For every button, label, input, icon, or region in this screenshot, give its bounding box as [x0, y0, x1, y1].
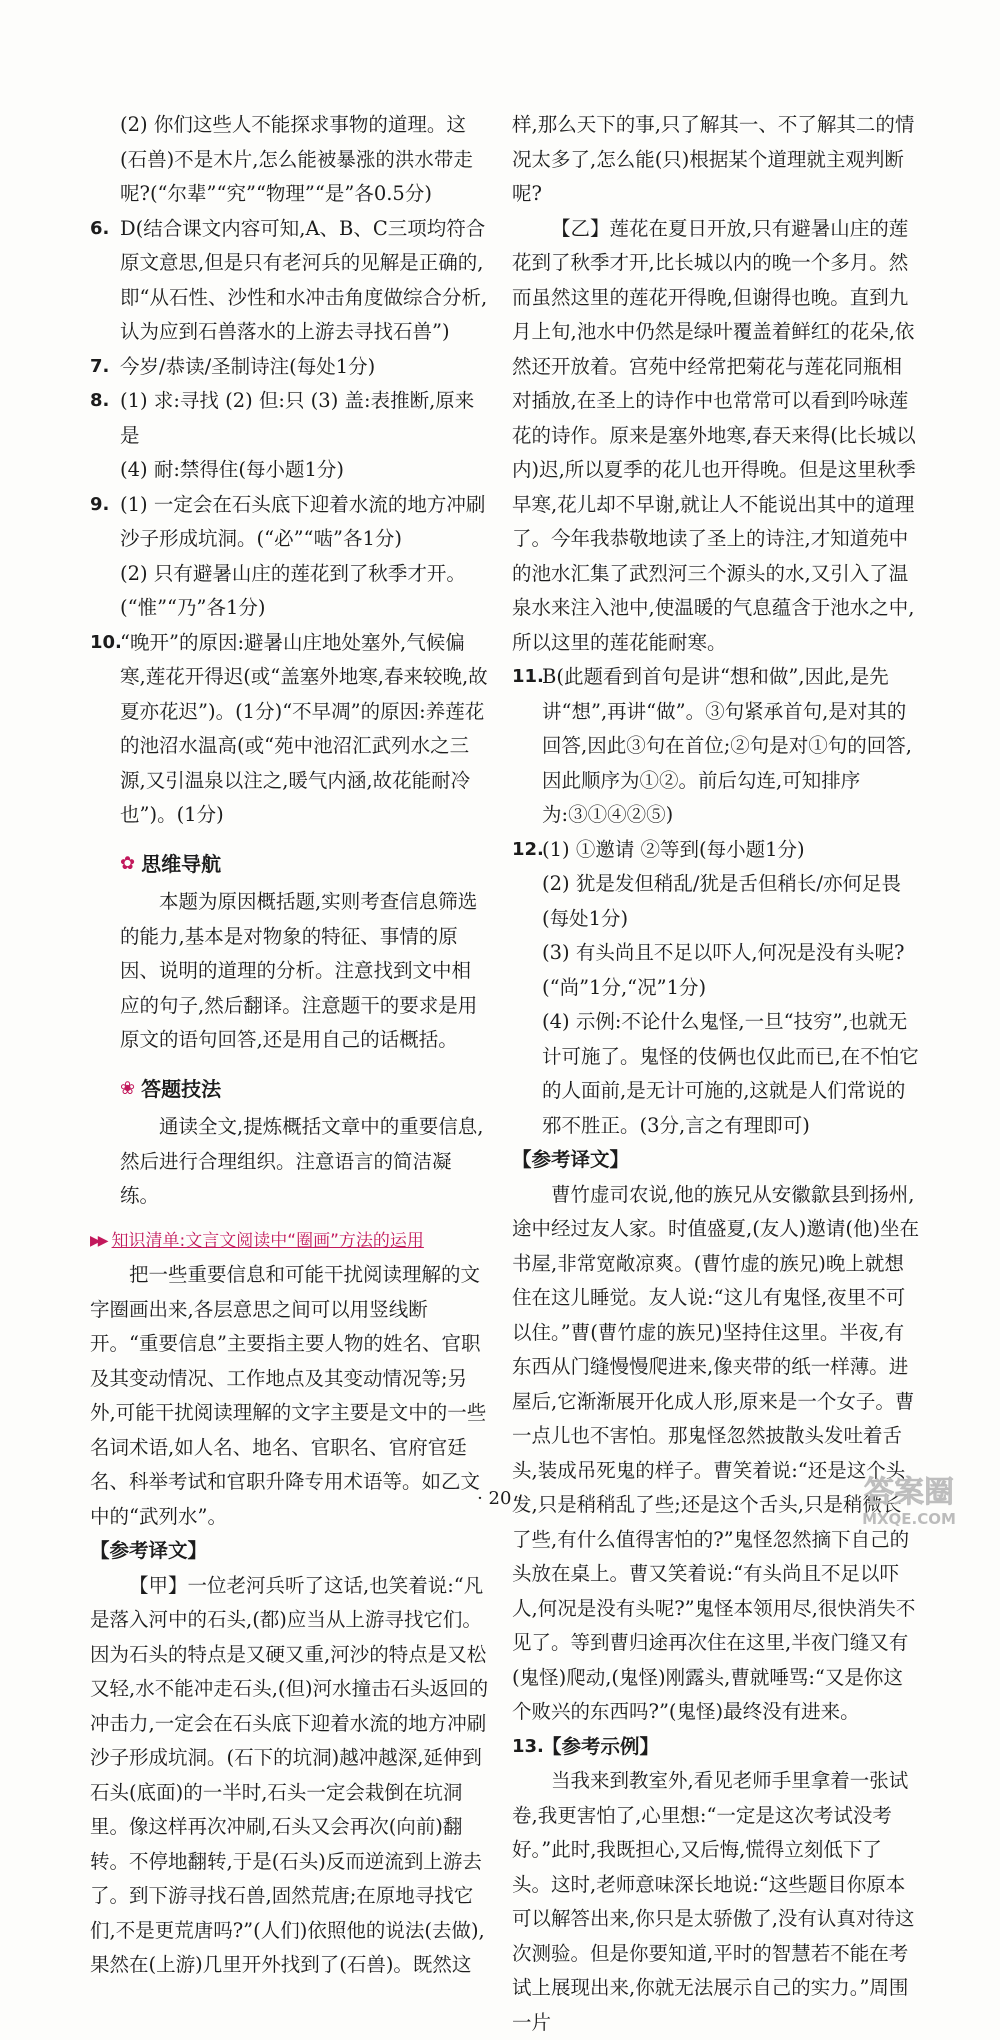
ref-translation-heading-2: 【参考译文】 — [512, 1148, 630, 1171]
thinking-header — [120, 847, 490, 882]
q6-item — [90, 212, 490, 350]
q6-number: 6. — [90, 217, 110, 239]
knowledge-title: 知识清单:文言文阅读中“圈画”方法的运用 — [111, 1230, 424, 1251]
q12-part3: (3) 有头尚且不足以吓人,何况是没有头呢?(“尚”1分,“况”1分) — [542, 941, 905, 999]
q10-number: 10. — [90, 631, 122, 653]
double-arrow-icon: ▶▶ — [90, 1232, 106, 1249]
q8-item — [90, 384, 490, 488]
q9-item — [90, 488, 490, 626]
q8-line1: (1) 求:寻找 (2) 但:只 (3) 盖:表推断,原来是 — [120, 389, 475, 447]
q9-part1: (1) 一定会在石头底下迎着水流的地方冲刷沙子形成坑洞。(“必”“啮”各1分) — [120, 492, 486, 550]
q13-number: 13. — [512, 1735, 544, 1757]
q7-number: 7. — [90, 355, 110, 377]
page-number: · 20 · — [477, 1488, 523, 1509]
gear-flower-icon: ❀ — [120, 1077, 136, 1099]
thinking-text: 本题为原因概括题,实则考查信息筛选的能力,基本是对物象的特征、事情的原因、说明的道理的分析。注意找到文中相应的句子,然后翻译。注意题干的要求是用原文的语句回答,还是用自己的话概括。 — [120, 890, 478, 1051]
q8-number: 8. — [90, 390, 110, 411]
q10-text: “晚开”的原因:避暑山庄地处塞外,气候偏寒,莲花开得迟(或“盖塞外地寒,春来较晚,故夏亦花迟”)。(1分)“不早凋”的原因:养莲花的池沼水温高(或“苑中池沼汇武列水之三源,又引温泉以注之,暖气内涵,故花能耐冷也”)。(1分) — [120, 630, 488, 826]
watermark-url: MXQE.COM — [862, 1510, 956, 1528]
q12-part4: (4) 示例:不论什么鬼怪,一旦“技穷”,也就无计可施了。鬼怪的伎俩也仅此而已,在不怕它的人面前,是无计可施的,这就是人们常说的邪不胜正。(3分,言之有理即可) — [542, 1010, 919, 1137]
q11-number: 11. — [512, 666, 544, 687]
q13-heading: 【参考示例】 — [542, 1734, 660, 1758]
q12-part2: (2) 犹是发但稍乱/犹是舌但稍长/亦何足畏(每处1分) — [542, 872, 901, 930]
q11-item — [512, 660, 920, 833]
translation-jia-continued: 样,那么天下的事,只了解其一、不了解其二的情况太多了,怎么能(只)根据某个道理就主观判断呢? — [512, 113, 915, 205]
thinking-title: 思维导航 — [141, 851, 222, 876]
q9-part2: (2) 只有避暑山庄的莲花到了秋季才开。(“惟”“乃”各1分) — [120, 561, 466, 619]
q12-item — [512, 833, 920, 1144]
q13-text: 当我来到教室外,看见老师手里拿着一张试卷,我更害怕了,心里想:“一定是这次考试没考好。”此时,我既担心,又后悔,慌得立刻低下了头。这时,老师意味深长地说:“这些题目你原本可以解答出来,你只是太骄傲了,没有认真对待这次测验。但是你要知道,平时的智慧若不能在考试上展现出来,你就无法展示自己的实力。”周围一片 — [512, 1769, 915, 2034]
translation-passage: 曹竹虚司农说,他的族兄从安徽歙县到扬州,途中经过友人家。时值盛夏,(友人)邀请(他)坐在书屋,非常宽敞凉爽。(曹竹虚的族兄)晚上就想住在这儿睡觉。友人说:“这儿有鬼怪,夜里不可以住。”曹(曹竹虚的族兄)坚持住这里。半夜,有东西从门缝慢慢爬进来,像夹带的纸一样薄。进屋后,它渐渐展开化成人形,原来是一个女子。曹一点儿也不害怕。那鬼怪忽然披散头发吐着舌头,装成吊死鬼的样子。曹笑着说:“还是这个头发,只是稍稍乱了些;还是这个舌头,只是稍微长了些,有什么值得害怕的?”鬼怪忽然摘下自己的头放在桌上。曹又笑着说:“有头尚且不足以吓人,何况是没有头呢?”鬼怪本领用尽,很快消失不见了。等到曹归途再次住在这里,半夜门缝又有(鬼怪)爬动,(鬼怪)刚露头,曹就唾骂:“又是你这个败兴的东西吗?”(鬼怪)最终没有进来。 — [512, 1182, 920, 1723]
knowledge-text: 把一些重要信息和可能干扰阅读理解的文字圈画出来,各层意思之间可以用竖线断开。“重要信息”主要指主要人物的姓名、官职及其变动情况、工作地点及其变动情况等;另外,可能干扰阅读理解的文字主要是文中的一些名词术语,如人名、地名、官职名、官府官廷名、科举考试和官职升降专用术语等。如乙文中的“武列水”。 — [90, 1263, 487, 1528]
q11-text: B(此题看到首句是讲“想和做”,因此,是先讲“想”,再讲“做”。③句紧承首句,是对其的回答,因此③句在首位;②句是对①句的回答,因此顺序为①②。前后勾连,可知排序为:③①④②⑤) — [542, 665, 912, 826]
skill-header — [120, 1072, 490, 1107]
q7-text: 今岁/恭读/圣制诗注(每处1分) — [120, 354, 376, 378]
right-column — [512, 108, 920, 2040]
skill-text: 通读全文,提炼概括文章中的重要信息,然后进行合理组织。注意语言的简洁凝练。 — [120, 1115, 484, 1207]
left-column — [90, 108, 490, 1983]
q12-part1: (1) ①邀请 ②等到(每小题1分) — [542, 837, 805, 861]
q7-item — [90, 350, 490, 385]
q12-number: 12. — [512, 838, 544, 860]
q13-item — [512, 1730, 920, 1765]
q9-number: 9. — [90, 493, 110, 515]
q8-line2: (4) 耐:禁得住(每小题1分) — [120, 458, 345, 481]
knowledge-header — [90, 1224, 490, 1259]
translation-jia: 【甲】一位老河兵听了这话,也笑着说:“凡是落入河中的石头,(都)应当从上游寻找它们。因为石头的特点是又硬又重,河沙的特点是又松又轻,水不能冲走石头,(但)河水撞击石头返回的冲击力,一定会在石头底下迎着水流的地方冲刷沙子形成坑洞。(石下的坑洞)越冲越深,延伸到石头(底面)的一半时,石头一定会栽倒在坑洞里。像这样再次冲刷,石头又会再次(向前)翻转。不停地翻转,于是(石头)反而逆流到上游去了。到下游寻找石兽,固然荒唐;在原地寻找它们,不是更荒唐吗?”(人们)依照他的说法(去做),果然在(上游)几里开外找到了(石兽)。既然这 — [90, 1573, 489, 1976]
watermark-text: 答案圈 — [864, 1475, 954, 1510]
q6-text: D(结合课文内容可知,A、B、C三项均符合原文意思,但是只有老河兵的见解是正确的,即“从石性、沙性和水冲击角度做综合分析,认为应到石兽落水的上游去寻找石兽”) — [120, 216, 488, 343]
flower-icon: ✿ — [120, 852, 136, 874]
q5-part2: (2) 你们这些人不能探求事物的道理。这(石兽)不是木片,怎么能被暴涨的洪水带走呢?(“尔辈”“究”“物理”“是”各0.5分) — [120, 113, 473, 205]
q10-item — [90, 626, 490, 833]
ref-translation-heading: 【参考译文】 — [90, 1539, 208, 1562]
skill-title: 答题技法 — [141, 1076, 222, 1101]
translation-yi: 【乙】莲花在夏日开放,只有避暑山庄的莲花到了秋季才开,比长城以内的晚一个多月。然而虽然这里的莲花开得晚,但谢得也晚。直到九月上旬,池水中仍然是绿叶覆盖着鲜红的花朵,依然还开放着。宫苑中经常把菊花与莲花同瓶相对插放,在圣上的诗作中也常常可以看到吟咏莲花的诗作。原来是塞外地寒,春天来得(比长城以内)迟,所以夏季的花儿也开得晚。但是这里秋季早寒,花儿却不早谢,就让人不能说出其中的道理了。今年我恭敬地读了圣上的诗注,才知道苑中的池水汇集了武烈河三个源头的水,又引入了温泉水来注入池中,使温暖的气息蕴含于池水之中,所以这里的莲花能耐寒。 — [512, 216, 916, 654]
watermark-logo — [834, 1470, 984, 1528]
